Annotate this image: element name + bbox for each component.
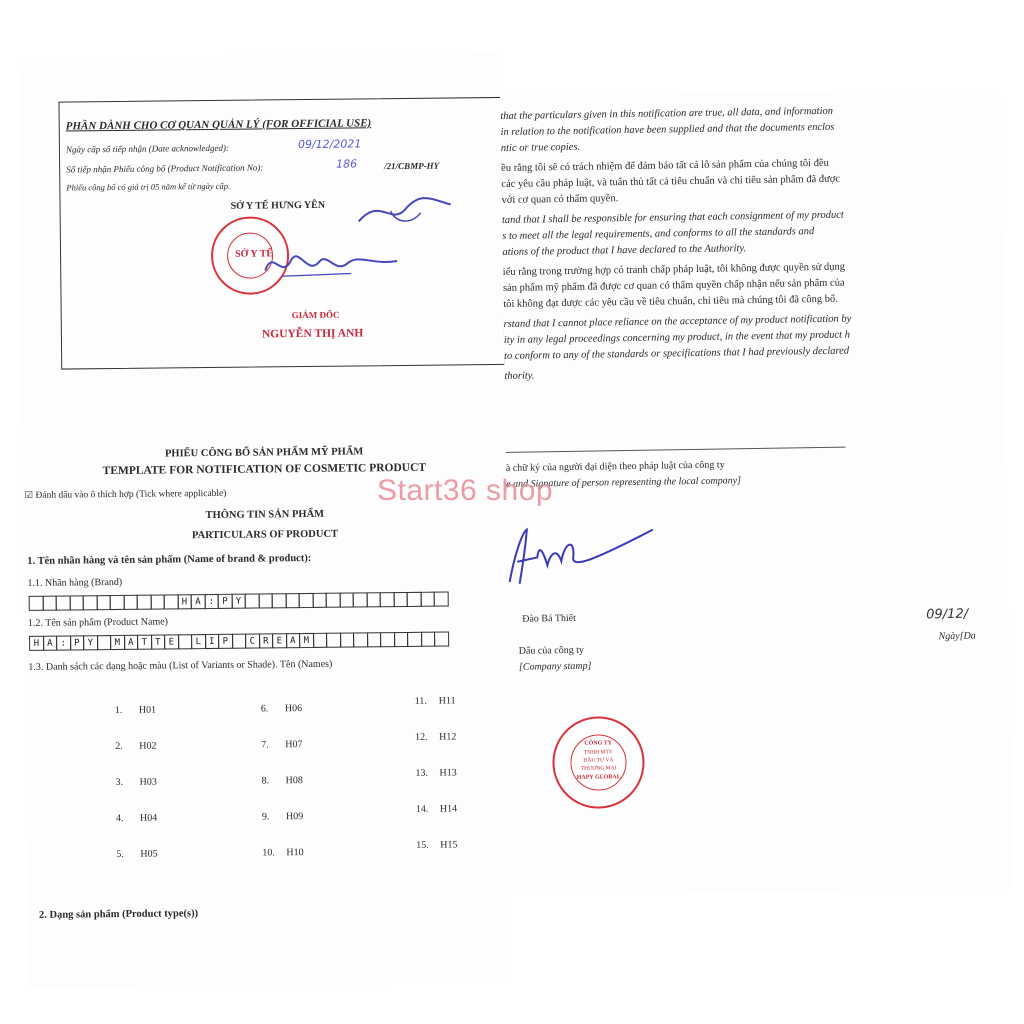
top-divider xyxy=(18,53,498,57)
character-cell xyxy=(421,632,436,647)
date-acknowledged-value: 09/12/2021 xyxy=(297,137,362,152)
character-cell xyxy=(434,632,449,647)
character-cell xyxy=(326,633,341,648)
declaration-line: rstand that I cannot place reliance on the acceptance of my product notification by xyxy=(503,313,852,330)
character-cell: H xyxy=(29,636,44,651)
character-cell: Y xyxy=(83,635,98,650)
date-acknowledged-label: Ngày cấp số tiếp nhận (Date acknowledged): xyxy=(65,142,229,155)
declaration-line: to conform to any of the standards or specifications that I had previously declared xyxy=(504,345,850,362)
variant-name: H08 xyxy=(285,775,303,787)
declaration-line: s to meet all the legal requirements, and conforms to all the standards and xyxy=(502,226,815,242)
character-cell: M xyxy=(110,635,125,650)
character-cell xyxy=(97,635,112,650)
variant-name: H02 xyxy=(139,740,157,752)
declaration-line: thority. xyxy=(504,370,535,382)
character-cell xyxy=(29,596,44,611)
variant-number: 14. xyxy=(415,803,429,815)
variant-item xyxy=(261,739,302,750)
notification-form-page xyxy=(18,53,512,988)
character-cell xyxy=(164,594,179,609)
character-cell xyxy=(313,633,328,648)
character-cell xyxy=(258,593,273,608)
character-cell xyxy=(353,592,368,607)
brand-character-grid xyxy=(30,592,449,611)
declaration-line: ations of the product that I have declared to the Authority. xyxy=(502,243,747,258)
notification-number-value: 186 xyxy=(336,157,358,171)
variant-item xyxy=(116,777,157,788)
validity-note: Phiếu công bố có giá trị 05 năm kể từ ngày cấp. xyxy=(66,180,231,193)
notification-number-label: Số tiếp nhận Phiếu công bố (Product Notification No): xyxy=(66,162,264,175)
character-cell xyxy=(407,592,422,607)
declaration-text xyxy=(500,88,1000,382)
notification-number-suffix: /21/CBMP-HY xyxy=(384,160,440,172)
declaration-date-value: 09/12/ xyxy=(926,606,969,623)
character-cell xyxy=(340,633,355,648)
variant-number: 1. xyxy=(114,704,123,717)
representative-name: Đào Bá Thiết xyxy=(522,612,577,625)
character-cell xyxy=(285,593,300,608)
variant-name: H10 xyxy=(286,847,304,859)
item-1-heading: 1. Tên nhãn hàng và tên sản phẩm (Name of brand & product): xyxy=(27,552,312,567)
director-position: GIÁM ĐỐC xyxy=(291,309,340,321)
character-cell xyxy=(245,594,260,609)
variant-number: 8. xyxy=(261,775,270,787)
declaration-page xyxy=(500,88,1013,896)
declaration-line: ều rằng tôi sẽ có trách nhiệm để đảm bảo tất cả lô sản phẩm của chúng tôi đều xyxy=(501,157,829,174)
company-stamp xyxy=(552,716,645,809)
variant-name: H15 xyxy=(440,839,458,851)
character-cell xyxy=(326,593,341,608)
declaration-line: sản phẩm mỹ phẩm đã được cơ quan có thẩm quyền chấp nhận nếu sản phẩm của xyxy=(502,277,845,294)
character-cell xyxy=(56,595,71,610)
company-stamp-line-3: ĐẦU TƯ VÀ xyxy=(583,757,614,764)
character-cell xyxy=(380,592,395,607)
variant-item xyxy=(115,705,156,716)
variants-label: 1.3. Danh sách các dạng hoặc màu (List of Variants or Shade). Tên (Names) xyxy=(28,658,333,673)
declaration-line: ity in any legal proceedings concerning my product, in the event that my product h xyxy=(503,329,851,346)
declaration-line: in relation to the notification have been supplied and that the documents enclos xyxy=(500,121,835,138)
director-name: NGUYỄN THỊ ANH xyxy=(261,327,364,341)
variant-number: 10. xyxy=(262,847,275,859)
character-cell xyxy=(367,632,382,647)
character-cell xyxy=(123,595,138,610)
department-name: SỞ Y TẾ HƯNG YÊN xyxy=(230,199,326,212)
character-cell xyxy=(150,594,165,609)
variant-number: 2. xyxy=(115,740,123,753)
variant-item xyxy=(262,811,303,822)
variant-name: H12 xyxy=(439,731,457,743)
variant-name: H04 xyxy=(139,812,158,824)
character-cell xyxy=(420,592,435,607)
stamp-label: SỞ Y TẾ xyxy=(235,248,274,260)
variant-name: H09 xyxy=(285,811,304,823)
character-cell: H xyxy=(177,594,192,609)
section-title-en: PARTICULARS OF PRODUCT xyxy=(191,528,339,542)
character-cell: E xyxy=(272,633,287,648)
character-cell: A xyxy=(286,633,301,648)
signature-divider xyxy=(506,447,846,453)
variant-name: H06 xyxy=(284,703,303,715)
variant-number: 11. xyxy=(414,695,427,707)
section-title-vi: THÔNG TIN SẢN PHẨM xyxy=(205,508,325,522)
character-cell: A xyxy=(43,636,58,651)
character-cell: Y xyxy=(231,594,246,609)
variant-item xyxy=(116,813,157,824)
character-cell: A xyxy=(191,594,206,609)
character-cell xyxy=(137,595,152,610)
declaration-line: iểu rằng trong trường hợp có tranh chấp pháp luật, tôi không được quyền sử dụng xyxy=(502,261,846,278)
form-title-vi: PHIẾU CÔNG BỐ SẢN PHẨM MỸ PHẨM xyxy=(164,446,364,460)
character-cell: P xyxy=(218,594,233,609)
representative-label-en: e and Signature of person representing the local company] xyxy=(506,475,742,490)
character-cell: : xyxy=(56,635,71,650)
director-initial-signature xyxy=(350,190,460,231)
character-cell xyxy=(96,595,111,610)
variant-number: 7. xyxy=(261,739,269,751)
representative-signature xyxy=(503,519,664,592)
variant-item xyxy=(415,731,456,742)
form-title-en: TEMPLATE FOR NOTIFICATION OF COSMETIC PRODUCT xyxy=(102,461,427,478)
tick-note-text: Đánh dấu vào ô thích hợp (Tick where applicable) xyxy=(35,488,227,501)
character-cell xyxy=(393,592,408,607)
variant-number: 15. xyxy=(416,839,429,851)
variant-name: H01 xyxy=(138,704,157,716)
character-cell xyxy=(110,595,125,610)
character-cell: : xyxy=(204,594,219,609)
variant-number: 5. xyxy=(116,848,124,861)
company-stamp-line-5: HAPY GLOBAL xyxy=(576,774,621,781)
product-name-character-grid xyxy=(30,632,449,651)
character-cell xyxy=(42,596,57,611)
declaration-line: that the particulars given in this notification are true, all data, and information xyxy=(500,105,834,122)
director-signature xyxy=(261,239,402,290)
variant-number: 6. xyxy=(260,703,269,715)
declaration-line: với cơ quan có thẩm quyền. xyxy=(501,193,619,206)
character-cell: A xyxy=(124,635,139,650)
character-cell: I xyxy=(205,634,220,649)
character-cell xyxy=(83,595,98,610)
character-cell xyxy=(394,632,409,647)
item-2-heading: 2. Dạng sản phẩm (Product type(s)) xyxy=(38,908,199,921)
character-cell xyxy=(312,593,327,608)
character-cell: L xyxy=(191,634,206,649)
representative-label-vi: à chữ ký của người đại diện theo pháp luật của công ty xyxy=(505,459,725,474)
character-cell xyxy=(353,632,368,647)
variant-name: H14 xyxy=(439,803,458,815)
variant-item xyxy=(415,767,456,778)
variant-name: H11 xyxy=(438,695,456,707)
checkbox-icon: ☑ xyxy=(24,489,34,501)
declaration-line: tôi không đạt được các yêu cầu về tiêu chuẩn, chỉ tiêu mà chúng tôi đã công bố. xyxy=(503,293,838,310)
character-cell xyxy=(434,592,449,607)
character-cell xyxy=(272,593,287,608)
company-stamp-line-1: CÔNG TY xyxy=(584,740,613,747)
variant-number: 13. xyxy=(415,767,429,779)
character-cell xyxy=(299,593,314,608)
variant-item xyxy=(261,703,302,714)
character-cell: P xyxy=(70,635,85,650)
character-cell xyxy=(232,634,247,649)
character-cell xyxy=(178,634,193,649)
shop-watermark: Start36 shop xyxy=(377,474,554,507)
official-use-box xyxy=(58,97,505,370)
character-cell: T xyxy=(137,635,152,650)
company-stamp-line-4: THƯƠNG MẠI xyxy=(580,765,617,772)
variant-number: 9. xyxy=(261,811,270,823)
variant-item xyxy=(416,803,457,814)
variant-name: H03 xyxy=(139,776,157,788)
variant-name: H13 xyxy=(439,767,457,779)
variant-number: 4. xyxy=(115,812,124,825)
product-name-label: 1.2. Tên sản phẩm (Product Name) xyxy=(27,616,169,629)
variant-item xyxy=(115,741,156,752)
character-cell: M xyxy=(299,633,314,648)
character-cell: T xyxy=(151,634,166,649)
character-cell xyxy=(69,595,84,610)
declaration-date-label: Ngày[Da xyxy=(938,630,976,643)
variant-item xyxy=(116,849,157,860)
variant-item xyxy=(262,847,303,858)
character-cell xyxy=(380,632,395,647)
variant-name: H05 xyxy=(140,848,158,860)
character-cell xyxy=(366,592,381,607)
variant-item xyxy=(415,695,456,706)
company-stamp-label-en: [Company stamp] xyxy=(518,660,592,673)
variant-item xyxy=(416,839,457,850)
character-cell xyxy=(407,632,422,647)
official-use-heading: PHẦN DÀNH CHO CƠ QUAN QUẢN LÝ (FOR OFFICIAL USE) xyxy=(65,117,372,133)
tick-note xyxy=(25,488,227,501)
variant-number: 3. xyxy=(115,776,124,789)
character-cell: P xyxy=(218,634,233,649)
character-cell: E xyxy=(164,634,179,649)
variant-number: 12. xyxy=(415,731,428,743)
declaration-line: ntic or true copies. xyxy=(500,141,581,154)
company-stamp-label-vi: Dấu của công ty xyxy=(518,644,585,657)
brand-label: 1.1. Nhãn hàng (Brand) xyxy=(27,576,123,589)
variant-item xyxy=(262,775,303,786)
character-cell: C xyxy=(245,634,260,649)
character-cell xyxy=(339,593,354,608)
declaration-line: tand that I shall be responsible for ensuring that each consignment of my product xyxy=(501,209,844,226)
declaration-line: các yêu cầu pháp luật, và tuân thủ tất cả tiêu chuẩn và chỉ tiêu sản phẩm đã được xyxy=(501,173,841,190)
company-stamp-line-2: TNHH MTV xyxy=(583,749,613,756)
character-cell: R xyxy=(259,633,274,648)
variant-name: H07 xyxy=(285,739,303,751)
